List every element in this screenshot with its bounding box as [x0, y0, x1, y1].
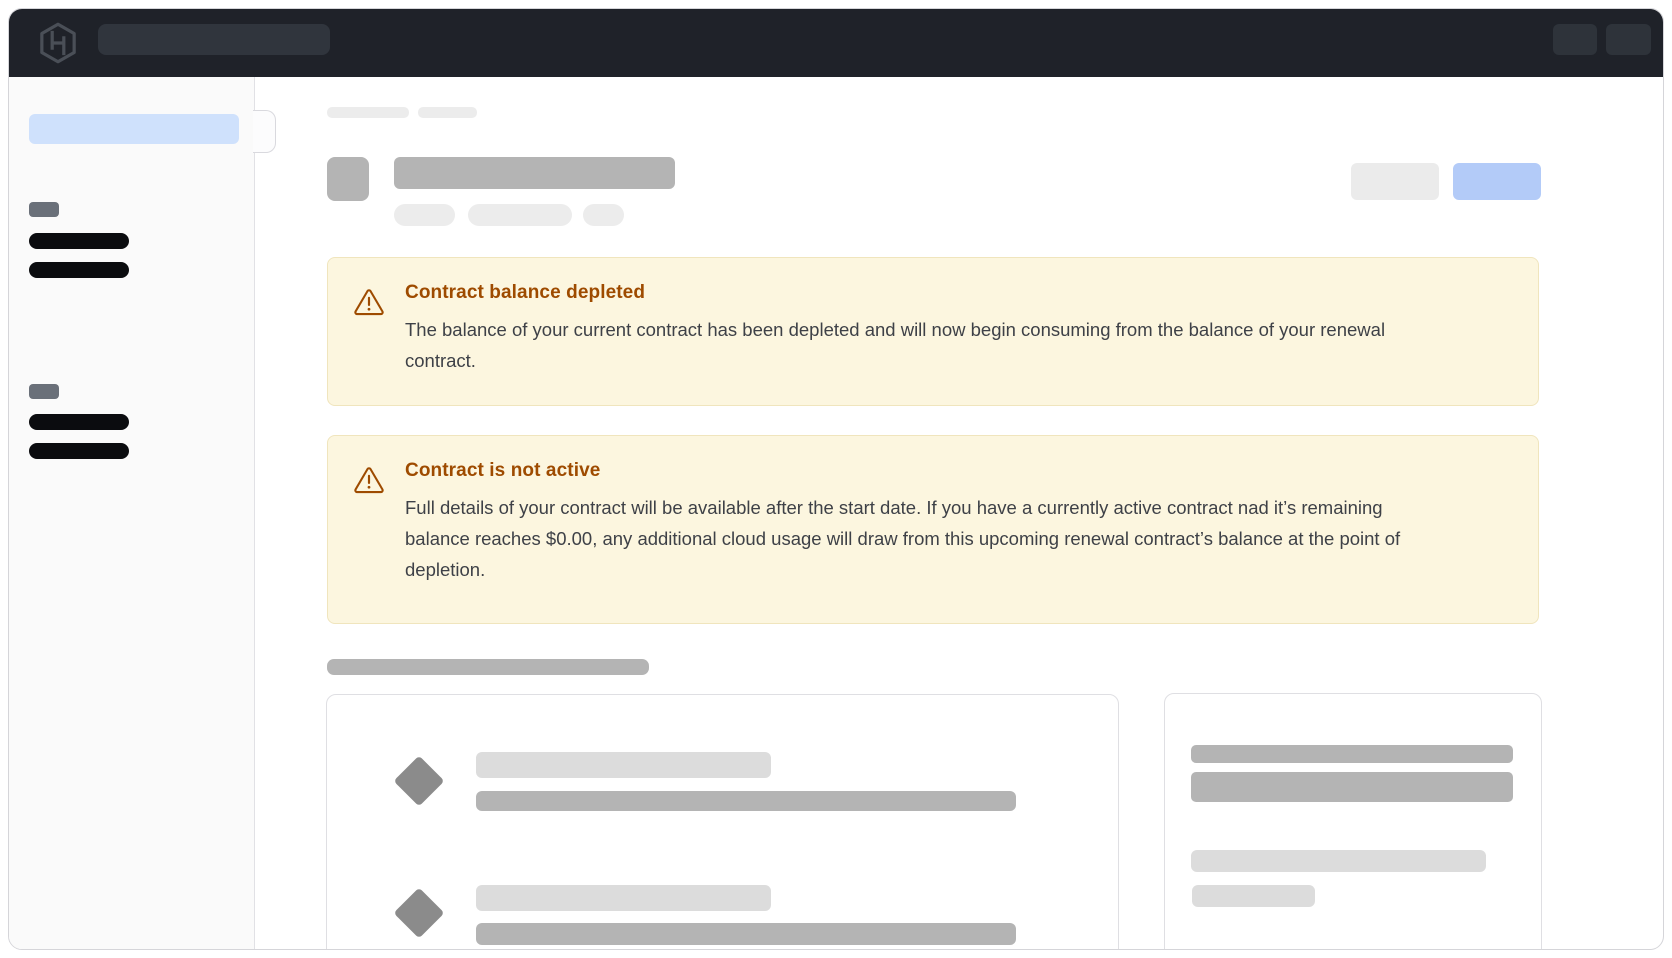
- summary-value-skeleton: [1191, 772, 1513, 802]
- sidebar-nav-item-skeleton[interactable]: [29, 414, 129, 430]
- search-input-skeleton[interactable]: [98, 24, 330, 55]
- summary-line-skeleton: [1192, 885, 1315, 907]
- sidebar-nav-item-skeleton[interactable]: [29, 233, 129, 249]
- breadcrumb-skeleton: [327, 107, 409, 118]
- sidebar-context-switcher-skeleton[interactable]: [29, 114, 239, 144]
- alert-title: Contract is not active: [405, 460, 601, 481]
- sidebar-section-label-skeleton: [29, 202, 59, 217]
- alert-contract-balance-depleted: [327, 257, 1539, 406]
- status-badge-skeleton: [583, 204, 624, 226]
- sidebar: [9, 77, 255, 949]
- alert-body: Full details of your contract will be available after the start date. If you have a currently active contract nad it’s remaining balance reaches $0.00, any additional cloud usage will draw from this upcoming renewal contract’s balance at the point of depletion.: [405, 497, 1401, 580]
- sidebar-section-label-skeleton: [29, 384, 59, 399]
- alert-contract-not-active: [327, 435, 1539, 624]
- topbar-help-button-skeleton[interactable]: [1553, 24, 1597, 55]
- page-icon-skeleton: [327, 157, 369, 201]
- hashicorp-logo-icon: [37, 22, 79, 64]
- timeline-card: [326, 694, 1119, 950]
- page-title-skeleton: [394, 157, 675, 189]
- app-window: [8, 8, 1664, 950]
- sidebar-nav-item-skeleton[interactable]: [29, 443, 129, 459]
- timeline-marker-icon: [394, 888, 445, 939]
- top-nav-bar: [9, 9, 1663, 77]
- summary-title-skeleton: [1191, 745, 1513, 763]
- alert-body: The balance of your current contract has been depleted and will now begin consuming from the balance of your renewal contract.: [405, 319, 1386, 371]
- timeline-text-skeleton: [476, 791, 1016, 811]
- section-title-skeleton: [327, 659, 649, 675]
- timeline-label-skeleton: [476, 885, 771, 911]
- alert-title: Contract balance depleted: [405, 282, 646, 303]
- timeline-label-skeleton: [476, 752, 771, 778]
- sidebar-collapse-handle[interactable]: [253, 110, 276, 153]
- summary-line-skeleton: [1191, 850, 1486, 872]
- primary-button-skeleton[interactable]: [1453, 163, 1541, 200]
- topbar-user-menu-skeleton[interactable]: [1606, 24, 1651, 55]
- timeline-marker-icon: [394, 756, 445, 807]
- sidebar-nav-item-skeleton[interactable]: [29, 262, 129, 278]
- timeline-text-skeleton: [476, 923, 1016, 945]
- alert-triangle-icon: [353, 465, 385, 494]
- secondary-button-skeleton[interactable]: [1351, 163, 1439, 200]
- status-badge-skeleton: [394, 204, 455, 226]
- summary-card: [1164, 693, 1542, 950]
- status-badge-skeleton: [468, 204, 572, 226]
- breadcrumb-skeleton: [418, 107, 477, 118]
- alert-triangle-icon: [353, 287, 385, 316]
